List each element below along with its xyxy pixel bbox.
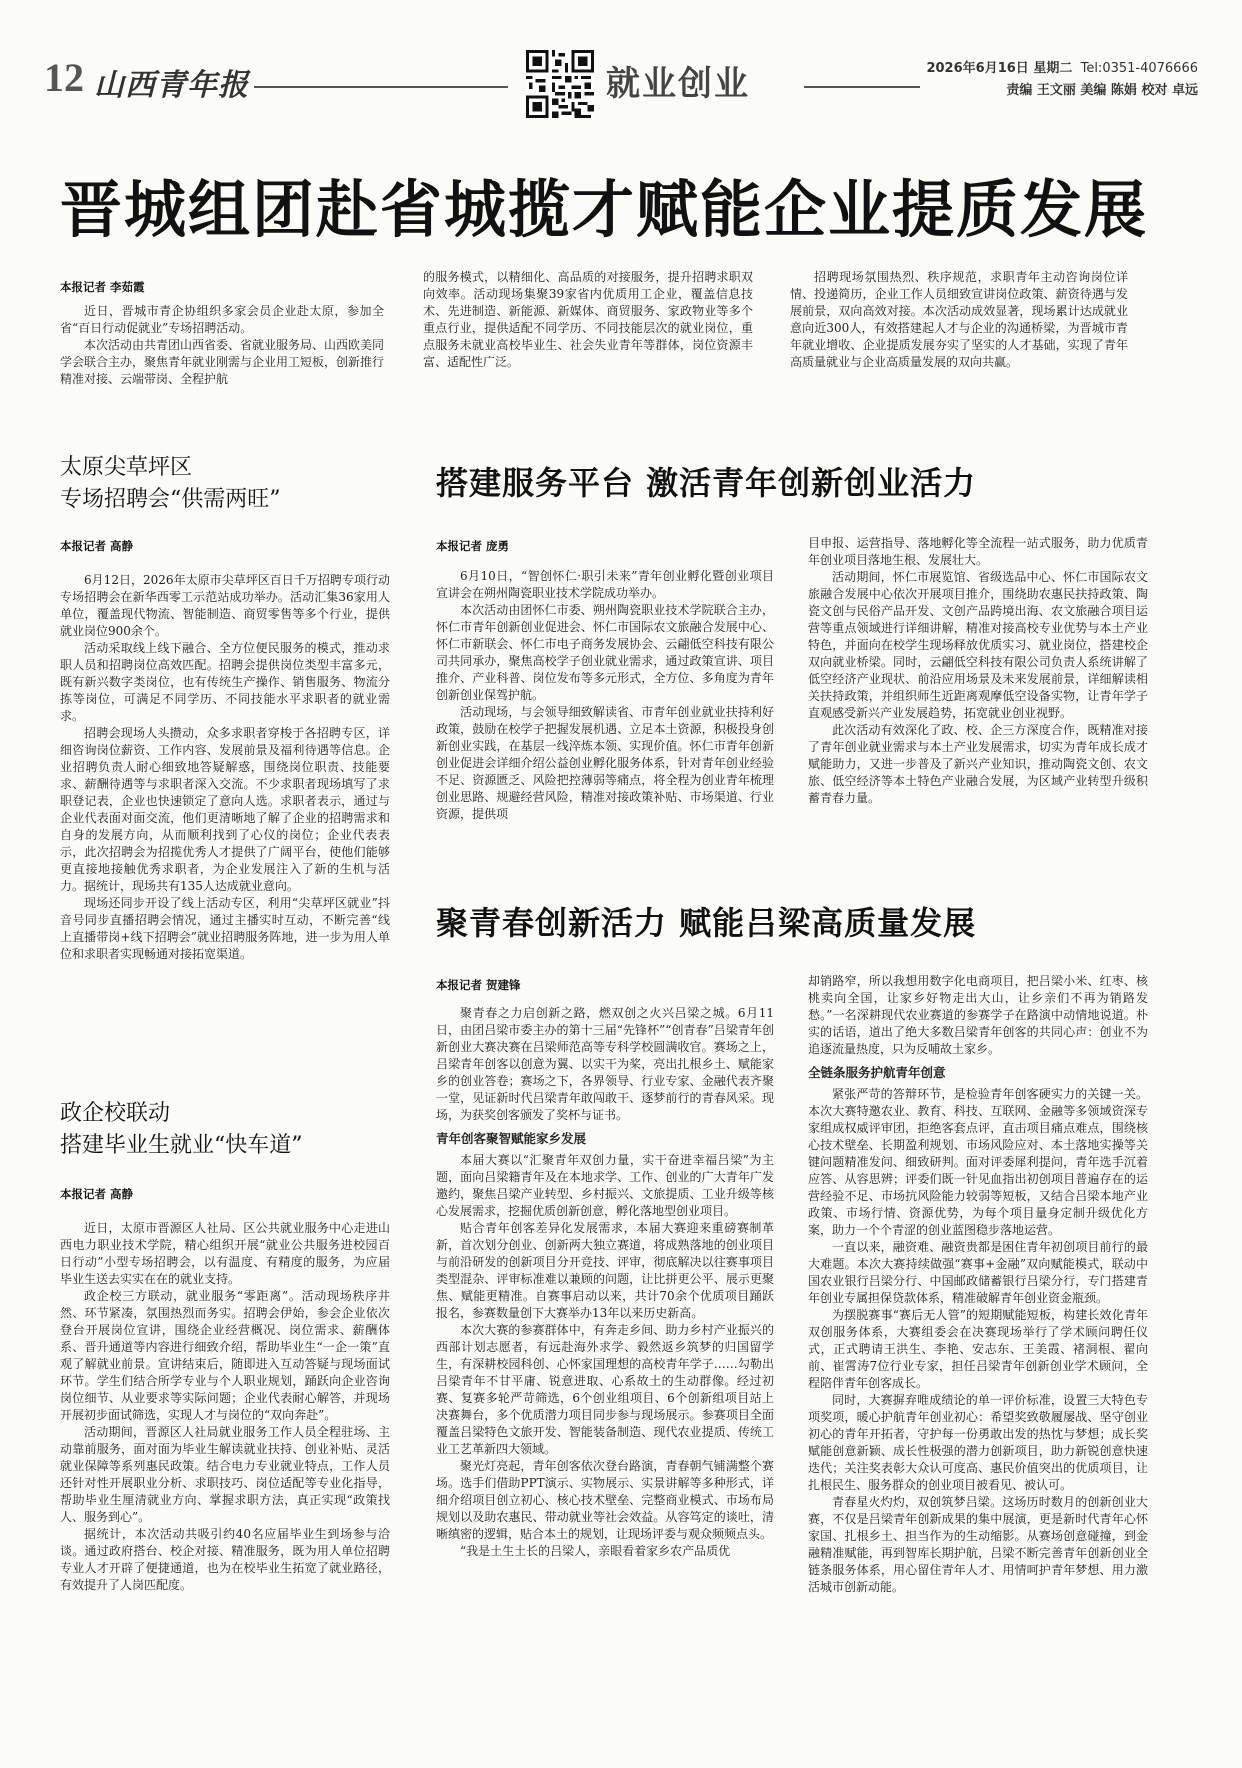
paragraph: 本次活动由共青团山西省委、省就业服务局、山西欧美同学会联合主办，聚焦青年就业刚需与企业用工短板，创新推行精准对接、云端带岗、全程护航: [60, 338, 384, 386]
paragraph: 活动期间，晋源区人社局就业服务工作人员全程驻场、主动靠前服务，面对面为毕业生解读就业扶持、创业补贴、灵活就业保障等系列惠民政策。结合电力专业就业特点，工作人员还针对性开展职业分析、求职技巧、岗位适配等专业化指导，帮助毕业生厘清就业方向、掌握求职方法，真正实现“政策找人、服务到心”。: [60, 1425, 390, 1524]
section-subhead: 青年创客聚智赋能家乡发展: [436, 1131, 587, 1146]
huairen-headline: 搭建服务平台 激活青年创新创业活力: [436, 464, 977, 502]
paragraph: 近日，晋城市青企协组织多家会员企业赴太原，参加全省“百日行动促就业”专场招聘活动。: [60, 304, 384, 335]
headline-line: 搭建毕业生就业“快车道”: [60, 1133, 303, 1158]
lead-col-2: [423, 269, 753, 403]
issue-tel: Tel:0351-4076666: [1080, 61, 1198, 76]
headline-line: 政企校联动: [60, 1101, 171, 1126]
lead-headline: 晋城组团赴省城揽才赋能企业提质发展: [60, 173, 1149, 246]
masthead-rule-left: [254, 86, 508, 88]
paragraph: 为摆脱赛事“赛后无人管”的短期赋能短板，构建长效化青年双创服务体系，大赛组委会在决赛现场举行了学术顾问聘任仪式，正式聘请王洪生、李艳、安志东、王美霞、褚洞根、翟向前、崔霄涛7位行业专家，担任吕梁青年创新创业学术顾问，全程陪伴青年创客成长。: [808, 1308, 1148, 1390]
paragraph: 6月12日，2026年太原市尖草坪区百日千万招聘专项行动专场招聘会在新华西零工示范站成功举办。活动汇集36家用人单位，覆盖现代物流、智能制造、商贸零售等多个行业，提供就业岗位900余个。: [60, 573, 390, 638]
paragraph: 活动采取线上线下融合、全方位便民服务的模式，推动求职人员和招聘岗位高效匹配。招聘会提供岗位类型丰富多元，既有新兴数字类岗位，也有传统生产操作、销售服务、物流分拣等岗位，可满足不同学历、不同技能水平求职者的就业需求。: [60, 641, 390, 723]
page-number: 12: [44, 55, 84, 100]
lvliang-col-1: [436, 1005, 774, 1725]
taiyuan-body: [60, 572, 390, 1042]
paragraph: 同时，大赛摒弃唯成绩论的单一评价标准，设置三大特色专项奖项，暖心护航青年创业初心：希望奖致敬履屡战、坚守创业初心的青年开拓者，守护每一份勇敢出发的热忱与梦想；成长奖赋能创意新颖、成长性极强的潜力创新项目，助力新锐创意快速迭代；关注奖表彰大众认可度高、惠民价值突出的优质项目，让扎根民生、服务群众的创业项目被看见、被认可。: [808, 1393, 1148, 1492]
lead-col-3: [790, 269, 1128, 403]
paragraph: 聚青春之力启创新之路，燃双创之火兴吕梁之城。6月11日，由团吕梁市委主办的第十三届“先锋杯”“创青春”吕梁青年创新创业大赛决赛在吕梁师范高等专科学校圆满收官。赛场之上，吕梁青年创客以创意为翼、以实干为桨，亮出扎根乡土、赋能家乡的创业答卷；赛场之下，各界领导、行业专家、金融代表齐聚一堂，见证新时代吕梁青年敢闯敢干、逐梦前行的青春风采。现场，为获奖创客颁发了奖杯与证书。: [436, 1006, 774, 1122]
section-subhead: 全链条服务护航青年创意: [808, 1065, 946, 1080]
paragraph: 本次大赛的参赛群体中，有奔走乡间、助力乡村产业振兴的西部计划志愿者，有远赴海外求学、毅然返乡筑梦的归国留学生，有深耕校园科创、心怀家国理想的高校青年学子……勾勒出吕梁青年不甘平庸、锐意进取、心系故土的生动群像。经过初赛、复赛多轮严苛筛选，6个创业组项目、6个创新组项目站上决赛舞台，多个优质潜力项目同步参与现场展示。参赛项目全面覆盖吕梁特色文旅开发、智能装备制造、现代农业提质、传统工业工艺革新四大领域。: [436, 1323, 774, 1456]
paragraph: 的服务模式，以精细化、高品质的对接服务，提升招聘求职双向效率。活动现场集聚39家省内优质用工企业，覆盖信息技术、先进制造、新能源、新媒体、商贸服务、家政物业等多个重点行业，提供适配不同学历、不同技能层次的就业岗位，重点服务未就业高校毕业生、社会失业青年等群体，岗位资源丰富、适配性广泛。: [423, 270, 753, 369]
paragraph: 紧张严苛的答辩环节，是检验青年创客硬实力的关键一关。本次大赛特邀农业、教育、科技、互联网、金融等多领域资深专家组成权威评审团，拒绝客套点评，直击项目痛点难点，围绕核心技术壁垒、长期盈利规划、市场风险应对、本土落地实操等关键问题精准发问、细致研判。面对评委犀利提问，青年选手沉着应答、从容思辨；评委们既一针见血指出初创项目普遍存在的运营经验不足、市场抗风险能力较弱等短板，又结合吕梁本地产业政策、市场行情、资源优势，为每个项目量身定制升级优化方案，助力一个个青涩的创业蓝图稳步落地运营。: [808, 1087, 1148, 1237]
paragraph: 此次活动有效深化了政、校、企三方深度合作，既精准对接了青年创业就业需求与本土产业发展需求，切实为青年成长成才赋能助力，又进一步普及了新兴产业知识，推动陶瓷文创、农文旅、低空经济等本土特色产业融合发展，为区域产业转型升级积蓄青春力量。: [808, 723, 1148, 805]
masthead-rule-right: [804, 86, 920, 88]
paragraph: 据统计，本次活动共吸引约40名应届毕业生到场参与洽谈。通过政府搭台、校企对接、精准服务，既为用人单位招聘专业人才开辟了便捷通道，也为在校毕业生拓宽了就业路径，有效提升了人岗匹配度。: [60, 1527, 390, 1592]
jinyuan-byline: 本报记者 高静: [60, 1187, 134, 1201]
paragraph: 聚光灯亮起，青年创客依次登台路演，青春朝气铺满整个赛场。选手们借助PPT演示、实物展示、实景讲解等多种形式，详细介绍项目创立初心、核心技术壁垒、完整商业模式、市场布局规划以及助农惠民、带动就业等社会效益。从容笃定的谈吐，清晰缜密的逻辑，贴合本土的规划，让现场评委与观众频频点头。: [436, 1459, 774, 1541]
taiyuan-headline: [60, 452, 281, 516]
issue-staff: 责编 王文丽 美编 陈娟 校对 卓远: [1006, 83, 1198, 98]
paragraph: 现场还同步开设了线上活动专区，利用“尖草坪区就业”抖音号同步直播招聘会情况，通过主播实时互动，不断完善“线上直播带岗+线下招聘会”就业招聘服务阵地，进一步为用人单位和求职者实现畅通对接拓宽渠道。: [60, 896, 390, 961]
qr-code-icon: [526, 50, 594, 118]
lvliang-byline: 本报记者 贺建锋: [436, 978, 521, 992]
jinyuan-body: [60, 1220, 390, 1725]
lead-byline: 本报记者 李茹霞: [60, 280, 145, 294]
section-title: 就业创业: [606, 64, 750, 104]
jinyuan-headline: [60, 1098, 303, 1162]
paragraph: 目申报、运营指导、落地孵化等全流程一站式服务，助力优质青年创业项目落地生根、发展壮大。: [808, 536, 1148, 567]
paragraph: 贴合青年创客差异化发展需求，本届大赛迎来重磅赛制革新，首次划分创业、创新两大独立赛道，将成熟落地的创业项目与前沿研发的创新项目分开竞技、评审，彻底解决以往赛事项目类型混杂、评审标准难以兼顾的问题，让比拼更公平、展示更聚焦、赋能更精准。自赛事启动以来，共计70余个优质项目踊跃报名，参赛数量创下大赛举办13年以来历史新高。: [436, 1221, 774, 1320]
paragraph: 却销路窄，所以我想用数字化电商项目，把吕梁小米、红枣、核桃卖向全国，让家乡好物走出大山，让乡亲们不再为销路发愁。”一名深耕现代农业赛道的参赛学子在路演中动情地说道。朴实的话语，道出了绝大多数吕梁青年创客的共同心声：创业不为追逐流量热度，只为反哺故土家乡。: [808, 974, 1148, 1056]
paragraph: 6月10日，“智创怀仁·职引未来”青年创业孵化暨创业项目宣讲会在朔州陶瓷职业技术学院成功举办。: [436, 569, 774, 600]
lead-col-1: [60, 303, 384, 403]
paragraph: 本届大赛以“汇聚青年双创力量，实干奋进幸福吕梁”为主题，面向吕梁籍青年及在本地求学、工作、创业的广大青年广发邀约，聚焦吕梁产业转型、乡村振兴、文旅提质、工业升级等核心发展需求，挖掘优质创新创意，孵化落地型创业项目。: [436, 1153, 774, 1218]
paragraph: 青春星火灼灼，双创筑梦吕梁。这场历时数月的创新创业大赛，不仅是吕梁青年创新成果的集中展演，更是新时代青年心怀家国、扎根乡土、担当作为的生动缩影。从赛场创意碰撞，到金融精准赋能，再到智库长期护航，吕梁不断完善青年创新创业全链条服务体系，用心留住青年人才、用情呵护青年梦想、用力激活城市创新动能。: [808, 1495, 1148, 1594]
headline-line: 太原尖草坪区: [60, 455, 193, 480]
lvliang-headline: 聚青春创新活力 赋能吕梁高质量发展: [436, 904, 977, 942]
paragraph: 政企校三方联动，就业服务“零距离”。活动现场秩序井然、环节紧凑，氛围热烈而务实。招聘会伊始，参会企业依次登台开展岗位宣讲，围绕企业经营概况、岗位需求、薪酬体系、晋升通道等内容进行细致介绍，帮助毕业生“一企一策”直观了解就业前景。宣讲结束后，随即进入互动答疑与现场面试环节。学生们结合所学专业与个人职业规划，踊跃向企业咨询岗位细节、从业要求等实际问题；企业代表耐心解答，并现场开展初步面试筛选，实现人才与岗位的“双向奔赴”。: [60, 1289, 390, 1422]
headline-line: 专场招聘会“供需两旺”: [60, 487, 281, 512]
taiyuan-byline: 本报记者 高静: [60, 539, 134, 553]
paragraph: 本次活动由团怀仁市委、朔州陶瓷职业技术学院联合主办，怀仁市青年创新创业促进会、怀仁市国际农文旅融合发展中心、怀仁市新联会、怀仁市电子商务发展协会、云翩低空科技有限公司共同承办，聚焦高校学子创业就业需求，通过政策宣讲、项目推介、产业科普、岗位发布等多元形式，全方位、多角度为青年创新创业保驾护航。: [436, 603, 774, 702]
paragraph: 招聘会现场人头攒动，众多求职者穿梭于各招聘专区，详细咨询岗位薪资、工作内容、发展前景及福利待遇等信息。企业招聘负责人耐心细致地答疑解惑，围绕岗位职责、技能要求、薪酬待遇等与求职者深入交流。不少求职者现场填写了求职登记表，企业也快速锁定了意向人选。求职者表示，通过与企业代表面对面交流，他们更清晰地了解了企业的招聘需求和自身的发展方向，从而顺利找到了心仪的岗位；企业代表表示，此次招聘会为招揽优秀人才提供了广阔平台，使他们能够更直接地接触优秀求职者，为企业发展注入了新的生机与活力。据统计，现场共有135人达成就业意向。: [60, 726, 390, 893]
huairen-col-2: [808, 535, 1148, 960]
masthead: [44, 52, 1198, 116]
paragraph: 活动现场，与会领导细致解读省、市青年创业就业扶持利好政策，鼓励在校学子把握发展机遇、立足本土资源，积极投身创新创业实践，在基层一线淬炼本领、实现价值。怀仁市青年创新创业促进会详细介绍公益创业孵化服务体系，针对青年创业经验不足、资源匮乏、风险把控薄弱等痛点，将全程为创业青年梳理创业思路、规避经营风险，精准对接政策补贴、市场渠道、行业资源，提供项: [436, 705, 774, 821]
huairen-byline: 本报记者 庞勇: [436, 539, 510, 553]
lvliang-col-2: [808, 973, 1148, 1725]
paragraph: 近日，太原市晋源区人社局、区公共就业服务中心走进山西电力职业技术学院，精心组织开展“就业公共服务进校园百日行动”小型专场招聘会，以有温度、有精度的服务，为应届毕业生送去实实在在的就业支持。: [60, 1221, 390, 1286]
paragraph: 活动期间，怀仁市展览馆、省级选品中心、怀仁市国际农文旅融合发展中心依次开展项目推介，围绕助农惠民扶持政策、陶瓷文创与民俗产品开发、文创产品跨境出海、农文旅融合项目运营等重点领域进行详细讲解，精准对接高校专业优势与本土产业特色，并面向在校学生现场释放优质实习、就业岗位，搭建校企双向就业桥梁。同时，云翩低空科技有限公司负责人系统讲解了低空经济产业现状、前沿应用场景及未来发展前景，详细解读相关扶持政策，并组织师生近距离观摩低空设备实物，让青年学子直观感受新兴产业发展趋势，拓宽就业创业视野。: [808, 570, 1148, 720]
issue-date: 2026年6月16日 星期二: [926, 61, 1073, 76]
paragraph: 招聘现场氛围热烈、秩序规范，求职青年主动咨询岗位详情、投递简历，企业工作人员细致宣讲岗位政策、薪资待遇与发展前景，双向高效对接。本次活动成效显著，现场累计达成就业意向近300人，有效搭建起人才与企业的沟通桥梁，为晋城市青年就业增收、企业提质发展夯实了坚实的人才基础，实现了青年高质量就业与企业高质量发展的双向共赢。: [790, 270, 1128, 369]
paragraph: “我是土生土长的吕梁人，亲眼看着家乡农产品质优: [460, 1544, 731, 1558]
paper-name-logo: 山西青年报: [94, 68, 249, 103]
issue-info: [926, 58, 1198, 102]
paragraph: 一直以来，融资难、融资贵都是困住青年初创项目前行的最大难题。本次大赛持续做强“赛事+金融”双向赋能模式，联动中国农业银行吕梁分行、中国邮政储蓄银行吕梁分行，专门搭建青年创业专属担保贷款体系，精准破解青年创业资金瓶颈。: [808, 1240, 1148, 1305]
